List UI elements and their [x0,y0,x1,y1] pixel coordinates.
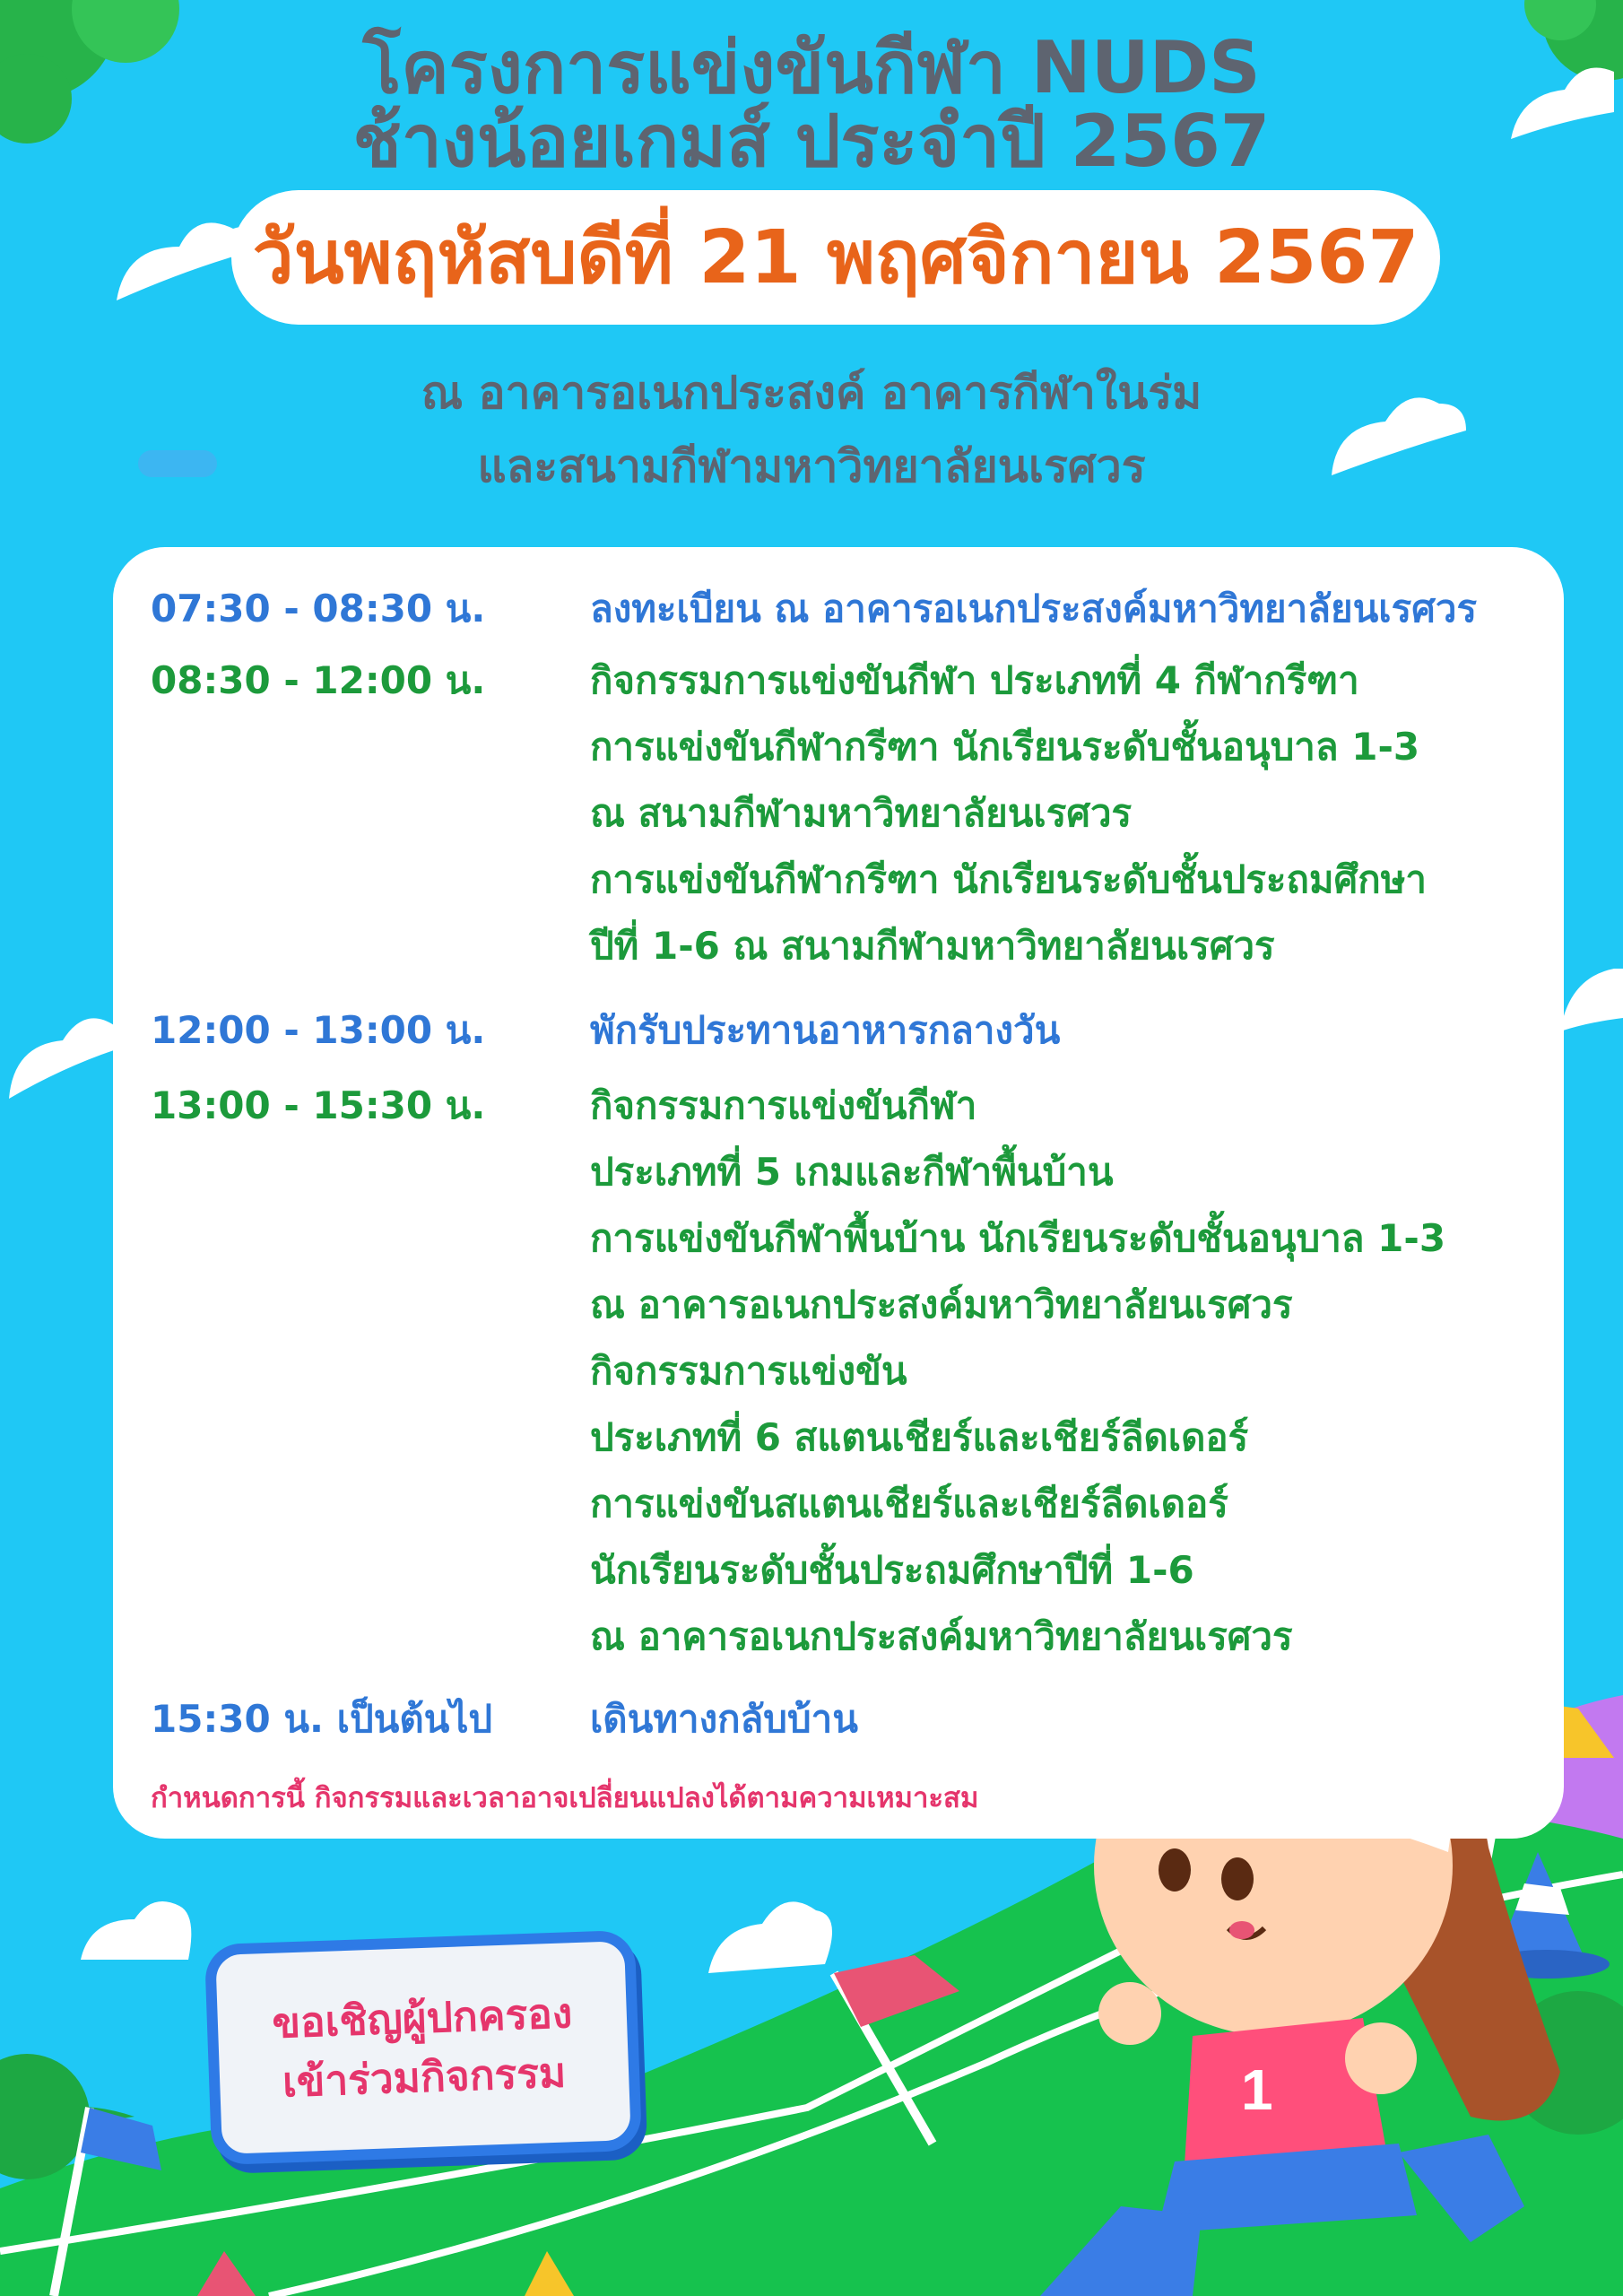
schedule-card [113,547,1564,1839]
schedule-activity: ณ อาคารอเนกประสงค์มหาวิทยาลัยนเรศวร [590,1614,1293,1658]
schedule-time: 15:30 น. เป็นต้นไป [151,1697,493,1741]
schedule-note: กำหนดการนี้ กิจกรรมและเวลาอาจเปลี่ยนแปลงได้ตามความเหมาะสม [151,1782,979,1814]
schedule-activity: พักรับประทานอาหารกลางวัน [590,1008,1061,1052]
schedule-activity: การแข่งขันกีฬากรีฑา นักเรียนระดับชั้นประถมศึกษา [590,857,1427,901]
schedule-time: 08:30 - 12:00 น. [151,658,486,702]
event-date: วันพฤหัสบดีที่ 21 พฤศจิกายน 2567 [252,215,1419,300]
invitation-line-1: ขอเชิญผู้ปกครอง [271,1988,574,2048]
venue-line-2: และสนามกีฬามหาวิทยาลัยนเรศวร [477,440,1146,492]
invitation-box [204,1930,642,2166]
schedule-time: 07:30 - 08:30 น. [151,587,486,631]
schedule-activity: กิจกรรมการแข่งขันกีฬา [590,1083,977,1127]
event-title-line-2: ช้างน้อยเกมส์ ประจำปี 2567 [352,100,1271,183]
event-title-line-1: โครงการแข่งขันกีฬา NUDS [362,26,1261,109]
venue-line-1: ณ อาคารอเนกประสงค์ อาคารกีฬาในร่ม [421,367,1202,419]
schedule-activity: กิจกรรมการแข่งขันกีฬา ประเภทที่ 4 กีฬากรีฑา [590,658,1359,702]
schedule-activity: กิจกรรมการแข่งขัน [590,1349,907,1393]
schedule-activity: ปีที่ 1-6 ณ สนามกีฬามหาวิทยาลัยนเรศวร [590,924,1275,968]
schedule-activity: การแข่งขันสแตนเชียร์และเชียร์ลีดเดอร์ [590,1482,1228,1526]
invitation-line-2: เข้าร่วมกิจกรรม [282,2048,568,2107]
runner-bib-number: 1 [1241,2057,1273,2122]
schedule-activity: นักเรียนระดับชั้นประถมศึกษาปีที่ 1-6 [590,1548,1194,1592]
schedule-activity: ลงทะเบียน ณ อาคารอเนกประสงค์มหาวิทยาลัยนเรศวร [590,587,1478,631]
schedule-activity: เดินทางกลับบ้าน [590,1697,858,1741]
schedule-activity: ประเภทที่ 6 สแตนเชียร์และเชียร์ลีดเดอร์ [590,1415,1249,1459]
schedule-activity: การแข่งขันกีฬาพื้นบ้าน นักเรียนระดับชั้นอนุบาล 1-3 [590,1216,1446,1260]
schedule-activity: ประเภทที่ 5 เกมและกีฬาพื้นบ้าน [590,1150,1114,1194]
event-date-pill [231,190,1440,325]
schedule-activity: ณ อาคารอเนกประสงค์มหาวิทยาลัยนเรศวร [590,1283,1293,1326]
schedule-activity: การแข่งขันกีฬากรีฑา นักเรียนระดับชั้นอนุบาล 1-3 [590,725,1420,769]
schedule-time: 12:00 - 13:00 น. [151,1008,486,1052]
schedule-activity: ณ สนามกีฬามหาวิทยาลัยนเรศวร [590,791,1133,835]
schedule-time: 13:00 - 15:30 น. [151,1083,486,1127]
decorative-pill [138,450,217,477]
